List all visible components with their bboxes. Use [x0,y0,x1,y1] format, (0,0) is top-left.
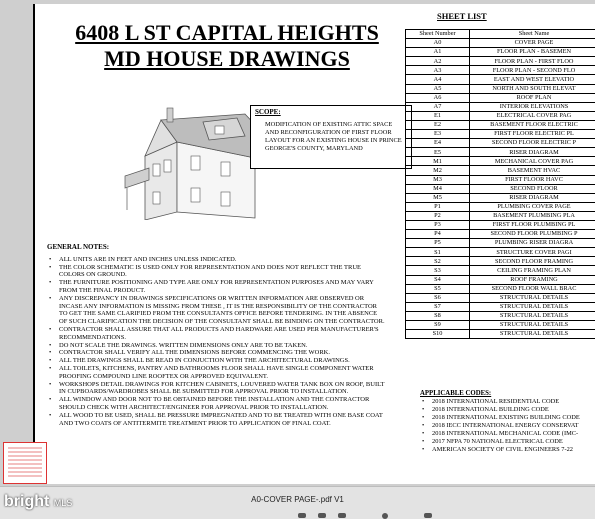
sheet-name-cell: ROOF PLAN [470,93,595,102]
watermark-brand: bright [4,493,49,510]
sheet-name-cell: FLOOR PLAN - SECOND FLO [470,66,595,75]
sheet-number-cell: E5 [406,148,470,157]
table-row [406,193,595,202]
table-row [406,248,595,257]
table-row [406,239,595,248]
sheet-number-cell: E4 [406,139,470,148]
table-row [406,84,595,93]
applicable-codes-title: APPLICABLE CODES: [420,390,595,398]
sheet-number-cell: A7 [406,102,470,111]
applicable-codes-list [420,398,595,454]
sheet-number-cell: M5 [406,193,470,202]
sheet-name-cell: ROOF FRAMING [470,275,595,284]
general-note-item: • DO NOT SCALE THE DRAWINGS. WRITTEN DIMENSIONS ONLY ARE TO BE TAKEN. [47,342,387,350]
sheet-number-cell: A5 [406,84,470,93]
viewer-toolbar [0,486,595,519]
sheet-list-header-row [406,30,595,39]
general-note-item: • ALL THE DRAWINGS SHALL BE READ IN CONJUCTION WITH THE ARCHITECTURAL DRAWINGS. [47,357,387,365]
sheet-name-cell: PLUMBING COVER PAGE [470,202,595,211]
sheet-name-cell: SECOND FLOOR ELECTRIC P [470,139,595,148]
sheet-number-cell: A2 [406,57,470,66]
sheet-name-cell: MECHANICAL COVER PAG [470,157,595,166]
general-note-item: • CONTRACTOR SHALL ASSURE THAT ALL PRODUCTS AND HARDWARE ARE USED PER MANUFACTURER'S RECOMMENDATIONS. [47,326,387,342]
sheet-list-body [406,39,595,339]
table-row [406,102,595,111]
sheet-name-cell: FIRST FLOOR PLUMBING PL [470,220,595,229]
code-item: • 2018 INTERNATIONAL RESIDENTIAL CODE [420,398,595,406]
sheet-number-cell: S3 [406,266,470,275]
tool-icon[interactable] [318,513,326,518]
sheet-number-cell: P1 [406,202,470,211]
sheet-number-cell: E2 [406,120,470,129]
tool-icon[interactable] [298,513,306,518]
scope-text: MODIFICATION OF EXISTING ATTIC SPACE AND RECONFIGURATION OF FIRST FLOOR LAYOUT FOR AN EXISTING HOUSE IN PRINCE GEORGE'S COUNTY, MARYLAND [265,121,407,153]
sheet-number-cell: S9 [406,321,470,330]
sheet-number-cell: M2 [406,166,470,175]
sheet-name-cell: STRUCTURAL DETAILS [470,330,595,339]
code-item: • 2018 INTERNATIONAL BUILDING CODE [420,406,595,414]
code-item: • 2018 INTERNATIONAL MECHANICAL CODE (IMC- [420,430,595,438]
sheet-name-cell: STRUCTURAL DETAILS [470,293,595,302]
sheet-name-cell: CEILING FRAMING PLAN [470,266,595,275]
watermark-suffix: MLS [54,498,73,508]
table-row [406,93,595,102]
sheet-name-cell: BASEMENT HVAC [470,166,595,175]
sheet-name-cell: INTERIOR ELEVATIONS [470,102,595,111]
table-row [406,302,595,311]
sheet-number-cell: P3 [406,220,470,229]
page-thumbnail[interactable] [3,442,47,484]
title-line-1: 6408 L ST CAPITAL HEIGHTS [57,20,397,46]
sheet-number-cell: A1 [406,48,470,57]
sheet-number-cell: M3 [406,175,470,184]
general-note-item: • THE FURNITURE POSITIONING AND TYPE ARE ONLY FOR REPRESENTATION PURPOSES AND MAY VARY FROM THE FINAL PRODUCT. [47,279,387,295]
sheet-name-cell: FLOOR PLAN - BASEMEN [470,48,595,57]
table-row [406,148,595,157]
table-row [406,220,595,229]
table-row [406,130,595,139]
table-row [406,175,595,184]
sheet-name-cell: SECOND FLOOR WALL BRAC [470,284,595,293]
sheet-number-cell: P5 [406,239,470,248]
page-thumbnail-preview [8,447,42,479]
sheet-name-cell: COVER PAGE [470,39,595,48]
table-row [406,321,595,330]
general-notes-title: GENERAL NOTES: [47,244,387,252]
code-item: • 2017 NFPA 70 NATIONAL ELECTRICAL CODE [420,438,595,446]
table-row [406,266,595,275]
table-row [406,66,595,75]
code-item: • 2018 INTERNATIONAL EXISTING BUILDING CODE [420,414,595,422]
code-item: • AMERICAN SOCIETY OF CIVIL ENGINEERS 7-22 [420,446,595,454]
sheet-number-cell: A0 [406,39,470,48]
page-title [57,20,397,72]
sheet-name-cell: SECOND FLOOR FRAMING [470,257,595,266]
title-line-2: MD HOUSE DRAWINGS [57,46,397,72]
sheet-name-cell: RISER DIAGRAM [470,148,595,157]
table-row [406,230,595,239]
applicable-codes [420,390,595,454]
sheet-name-cell: STRUCTURAL DETAILS [470,311,595,320]
table-row [406,284,595,293]
code-item: • 2018 IECC INTERNATIONAL ENERGY CONSERVAT [420,422,595,430]
table-row [406,202,595,211]
sheet-number-cell: M4 [406,184,470,193]
sheet-number-cell: S10 [406,330,470,339]
document-filename: A0-COVER PAGE-.pdf V1 [0,495,595,504]
general-note-item: • ALL WOOD TO BE USED, SHALL BE PRESSURE IMPREGNATED AND TO BE TREATED WITH ONE BASE COAT AND TWO COATS OF ANTITERMITE TREATMENT PRIOR TO APPLICATION OF FINAL COAT. [47,412,387,428]
sheet-number-cell: S4 [406,275,470,284]
sheet-name-cell: FIRST FLOOR ELECTRIC PL [470,130,595,139]
general-note-item: • ANY DISCREPANCY IN DRAWINGS SPECIFICATIONS OR WRITTEN INFORMATION ARE OBSERVED OR INCASE ANY INFORMATION IS MISSING FROM THESE , IT IS THE RESPONSIBILITY OF THE CONTRACTOR TO GET THE SAME CLARIFIED FROM THE CONSULTANTS OFFICE BEFORE TENDERING. IN THE ABSENCE OF SUCH CLARIFICATION THE DECISION OF THE CONSULTANT SHALL BE BINDING ON THE CONTRACTOR. [47,295,387,326]
sheet-number-cell: A4 [406,75,470,84]
general-note-item: • ALL UNITS ARE IN FEET AND INCHES UNLESS INDICATED. [47,256,387,264]
table-row [406,111,595,120]
sheet-name-cell: SECOND FLOOR PLUMBING P [470,230,595,239]
table-row [406,120,595,129]
sheet-number-cell: S1 [406,248,470,257]
table-row [406,48,595,57]
sheet-name-cell: PLUMBING RISER DIAGRA [470,239,595,248]
sheet-name-cell: FLOOR PLAN - FIRST FLOO [470,57,595,66]
sheet-name-cell: STRUCTURAL DETAILS [470,321,595,330]
sheet-number-cell: E1 [406,111,470,120]
general-note-item: • ALL WINDOW AND DOOR NOT TO BE OBTAINED BEFORE THE INSTALLATION AND THE CONTRACTOR SHOULD CHECK WITH ARCHITECT/ENGINEER FOR APPROVAL PRIOR TO INSTALLATION. [47,396,387,412]
sheet-number-cell: M1 [406,157,470,166]
general-note-item: • WORKSHOPS DETAIL DRAWINGS FOR KITCHEN CABINETS, LOUVERED WATER TANK BOX ON ROOF, BUILT IN CUPBOARDS/WARDROBES SHALL BE SUBMITTED FOR APPROVAL PRIOR TO INSTALLATION. [47,381,387,397]
table-row [406,166,595,175]
sheet-number-cell: S6 [406,293,470,302]
table-row [406,311,595,320]
general-notes-list [47,256,387,428]
tool-icon[interactable] [382,513,388,519]
sheet-name-cell: FIRST FLOOR HAVC [470,175,595,184]
table-row [406,184,595,193]
general-note-item: • ALL TOILETS, KITCHENS, PANTRY AND BATHROOMS FLOOR SHALL HAVE SINGLE COMPONENT WATER PROOFING COMPOUND LINE ROOFTEX OR APPROVED EQUIVALENT. [47,365,387,381]
sheet-name-cell: RISER DIAGRAM [470,193,595,202]
table-row [406,57,595,66]
general-note-item: • CONTRACTOR SHALL VERIFY ALL THE DIMENSIONS BEFORE COMMENCING THE WORK. [47,349,387,357]
table-row [406,75,595,84]
sheet-name-cell: BASEMENT PLUMBING PLA [470,211,595,220]
sheet-name-cell: EAST AND WEST ELEVATIO [470,75,595,84]
table-row [406,330,595,339]
sheet-name-cell: SECOND FLOOR [470,184,595,193]
table-row [406,293,595,302]
sheet-number-cell: A6 [406,93,470,102]
table-row [406,39,595,48]
general-notes [47,244,387,427]
sheet-list-table [405,29,595,339]
sheet-name-cell: STRUCTURE COVER PAGI [470,248,595,257]
table-row [406,157,595,166]
table-row [406,275,595,284]
column-header-sheet-name: Sheet Name [470,30,595,39]
column-header-sheet-number: Sheet Number [406,30,470,39]
sheet-number-cell: S8 [406,311,470,320]
table-row [406,257,595,266]
sheet-number-cell: S7 [406,302,470,311]
sheet-number-cell: P4 [406,230,470,239]
general-note-item: • THE COLOR SCHEMATIC IS USED ONLY FOR REPRESENTATION AND DOES NOT REFLECT THE TRUE COLORS ON GROUND. [47,264,387,280]
toolbar-icons [290,513,450,519]
sheet-number-cell: S2 [406,257,470,266]
sheet-number-cell: E3 [406,130,470,139]
scope-box [250,105,412,169]
tool-icon[interactable] [424,513,432,518]
sheet-name-cell: NORTH AND SOUTH ELEVAT [470,84,595,93]
sheet-name-cell: STRUCTURAL DETAILS [470,302,595,311]
sheet-list-title: SHEET LIST [437,11,487,21]
sheet-number-cell: S5 [406,284,470,293]
scope-title: SCOPE: [255,108,407,116]
sheet-name-cell: BASEMENT FLOOR ELECTRIC [470,120,595,129]
drawing-sheet [33,4,595,484]
sheet-number-cell: A3 [406,66,470,75]
sheet-number-cell: P2 [406,211,470,220]
sheet-name-cell: ELECTRICAL COVER PAG [470,111,595,120]
table-row [406,139,595,148]
table-row [406,211,595,220]
bright-mls-watermark [4,493,72,511]
tool-icon[interactable] [338,513,346,518]
